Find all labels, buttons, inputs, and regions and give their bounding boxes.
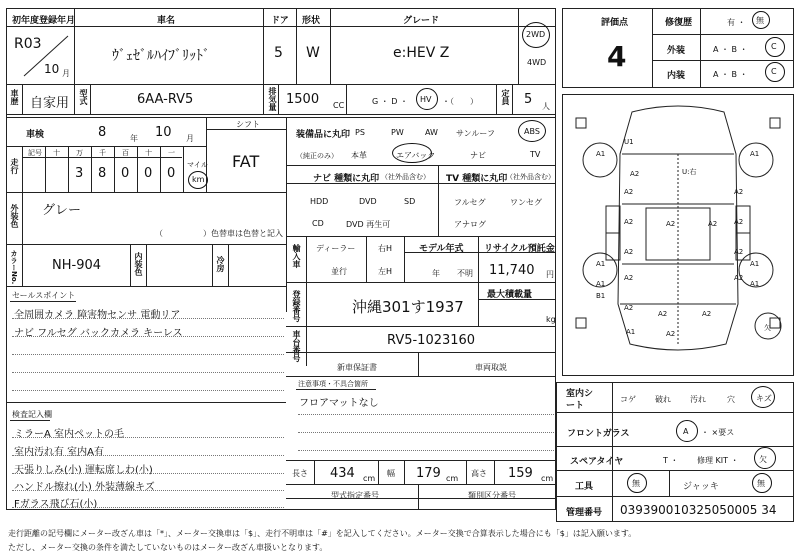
tools-selected: 無 bbox=[632, 479, 640, 488]
equip-tv: TV bbox=[530, 150, 541, 159]
mileage-digit: 3 bbox=[75, 166, 84, 181]
model-year-label: モデル年式 bbox=[419, 244, 464, 254]
import-rh: 右H bbox=[378, 244, 393, 253]
import-label: 輸入車 bbox=[292, 244, 301, 268]
repair-label: 修復歴 bbox=[665, 18, 693, 28]
grade-value: e:HEV Z bbox=[393, 45, 450, 61]
shaken-month: 10 bbox=[155, 125, 172, 140]
damage-mark: A2 bbox=[624, 188, 634, 196]
interior-options: A ・ B ・ bbox=[713, 70, 748, 79]
damage-mark: A1 bbox=[750, 260, 760, 268]
left-rear-corner bbox=[576, 318, 586, 328]
sheet-option-tear: 破れ bbox=[655, 395, 671, 404]
inspector-label: 検査記入欄 bbox=[12, 410, 52, 419]
nav-cd: CD bbox=[312, 219, 324, 228]
damage-mark: U1 bbox=[624, 138, 634, 146]
wheel bbox=[739, 143, 773, 177]
car-body-diagram bbox=[562, 94, 794, 376]
capacity-label: 定員 bbox=[501, 89, 510, 105]
car-name-label: 車名 bbox=[157, 16, 176, 26]
width-value: 179 bbox=[416, 466, 441, 481]
door-value: 5 bbox=[274, 45, 283, 61]
nav-dvd: DVD bbox=[359, 197, 377, 206]
displacement-label: 排気量 bbox=[268, 87, 277, 111]
interior-sheet-label: 室内シート bbox=[566, 389, 594, 411]
repair-yes: 有 ・ bbox=[727, 18, 746, 27]
mileage-digit: 0 bbox=[167, 166, 176, 181]
recycle-value: 11,740 bbox=[489, 263, 535, 278]
windshield-label: フロントガラス bbox=[567, 429, 630, 439]
damage-mark: A1 bbox=[626, 328, 636, 336]
color-note: （ ）色替車は色替と記入 bbox=[155, 229, 283, 238]
model-label: 型式 bbox=[79, 89, 88, 105]
recycle-unit: 円 bbox=[546, 270, 554, 279]
car-name-value: ｳﾞｪｾﾞﾙﾊｲﾌﾞﾘｯﾄﾞ bbox=[112, 48, 210, 64]
model-year-year: 年 bbox=[432, 269, 440, 278]
mileage-digit-header: 千 bbox=[99, 149, 106, 157]
score-label: 評価点 bbox=[601, 18, 629, 28]
mileage-digit: 0 bbox=[121, 166, 130, 181]
damage-mark: A2 bbox=[734, 274, 744, 282]
interior-label: 内装 bbox=[667, 71, 686, 81]
model-year-value: 不明 bbox=[457, 269, 473, 278]
fuel-options: G ・ D ・ bbox=[372, 97, 408, 106]
category-label: 類別区分番号 bbox=[468, 491, 516, 500]
nav-type-sub: （社外品含む） bbox=[381, 173, 430, 181]
damage-mark: A2 bbox=[624, 218, 634, 226]
fuel-other: ・（ ） bbox=[442, 97, 478, 106]
shape-label: 形状 bbox=[302, 16, 321, 26]
equip-nav: ナビ bbox=[470, 151, 486, 160]
shift-value: FAT bbox=[232, 152, 260, 171]
nav-sd: SD bbox=[404, 197, 416, 206]
equip-airbag: エアバック bbox=[396, 151, 436, 160]
damage-mark: A2 bbox=[630, 170, 640, 178]
nav-type-label: ナビ 種類に丸印 bbox=[313, 174, 380, 184]
max-load-label: 最大積載量 bbox=[487, 290, 533, 300]
grade-label: グレード bbox=[403, 16, 440, 26]
sheet-option-burn: コゲ bbox=[620, 395, 636, 404]
equipment-label: 装備品に丸印 bbox=[296, 130, 351, 140]
damage-mark: A2 bbox=[702, 310, 712, 318]
right-rear-corner bbox=[770, 318, 780, 328]
damage-mark: A2 bbox=[734, 188, 744, 196]
new-car-warranty: 新車保証書 bbox=[337, 363, 377, 372]
shaken-month-unit: 月 bbox=[186, 134, 194, 143]
mileage-label: 走行 bbox=[10, 158, 19, 174]
length-unit: cm bbox=[363, 474, 376, 483]
equip-abs: ABS bbox=[524, 127, 540, 136]
damage-mark: A1 bbox=[596, 150, 606, 158]
import-dealer: ディーラー bbox=[316, 244, 356, 253]
selling-point-1: 全周囲カメラ 障害物センサ 電動リア bbox=[14, 310, 181, 321]
spare-tire-label: スペアタイヤ bbox=[570, 457, 624, 467]
exterior-options: A ・ B ・ bbox=[713, 45, 748, 54]
tv-oneseg: ワンセグ bbox=[510, 198, 542, 207]
width-label: 幅 bbox=[387, 469, 395, 478]
equip-aw: AW bbox=[425, 128, 438, 137]
damage-mark: A2 bbox=[666, 220, 676, 228]
registration-value: 沖縄301す1937 bbox=[352, 298, 464, 316]
damage-mark: A2 bbox=[624, 248, 634, 256]
width-unit: cm bbox=[446, 474, 459, 483]
damage-mark: A1 bbox=[750, 150, 760, 158]
height-unit: cm bbox=[541, 474, 554, 483]
recycle-label: リサイクル預託金 bbox=[484, 244, 555, 254]
door-label: ドア bbox=[271, 16, 289, 26]
drive-2wd: 2WD bbox=[526, 30, 546, 39]
drive-4wd: 4WD bbox=[527, 58, 547, 67]
damage-mark: A1 bbox=[750, 280, 760, 288]
equip-sunroof: サンルーフ bbox=[456, 129, 495, 138]
cool-label: 冷房 bbox=[216, 256, 225, 272]
jack-selected: 無 bbox=[757, 479, 765, 488]
inspector-line-1: ミラーA 室内ペットの毛 bbox=[14, 429, 125, 440]
use-label: 車歴 bbox=[10, 89, 19, 105]
damage-mark: B1 bbox=[596, 292, 606, 300]
type-designation-label: 型式指定番号 bbox=[331, 491, 379, 500]
shaken-label: 車検 bbox=[26, 130, 45, 140]
damage-mark: A1 bbox=[596, 260, 606, 268]
equip-ps: PS bbox=[355, 128, 365, 137]
color-no-value: NH-904 bbox=[52, 258, 102, 273]
vin-value: RV5-1023160 bbox=[387, 333, 476, 348]
capacity-unit: 人 bbox=[542, 102, 550, 111]
inspector-line-3: 天張りしみ(小) 運転席しわ(小) bbox=[14, 465, 153, 476]
first-reg-label: 初年度登録年月 bbox=[12, 16, 76, 26]
damage-mark: 欠 bbox=[764, 324, 771, 332]
selling-points-label: セールスポイント bbox=[12, 291, 76, 300]
spare-tire-kit: 修理 KIT ・ bbox=[697, 456, 739, 465]
spare-tire-t: T ・ bbox=[663, 456, 679, 465]
windshield-options: ・ ×要ス bbox=[701, 428, 735, 437]
left-mirror bbox=[576, 118, 586, 128]
damage-mark: A2 bbox=[624, 274, 634, 282]
jack-label: ジャッキ bbox=[683, 482, 719, 492]
management-label: 管理番号 bbox=[566, 508, 603, 518]
reg-year: R03 bbox=[14, 36, 42, 52]
color-value: グレー bbox=[42, 203, 82, 218]
damage-mark: A2 bbox=[708, 220, 718, 228]
shift-label: シフト bbox=[236, 120, 260, 129]
capacity-value: 5 bbox=[524, 92, 533, 107]
mileage-digit-header: 百 bbox=[122, 149, 129, 157]
height-label: 高さ bbox=[471, 469, 487, 478]
length-value: 434 bbox=[330, 466, 355, 481]
import-parallel: 並行 bbox=[331, 267, 347, 276]
exterior-label: 外装 bbox=[667, 46, 686, 56]
equip-leather: 本革 bbox=[351, 151, 367, 160]
equipment-sub-label: （純正のみ） bbox=[296, 152, 338, 160]
nav-dvd-play: DVD 再生可 bbox=[346, 220, 391, 229]
color-label: 外装色 bbox=[10, 204, 19, 228]
max-load-unit: kg bbox=[546, 315, 556, 324]
footer-line-1: 走行距離の記号欄にメーター改ざん車は「*」、メーター交換車は「$」、走行不明車は「#」を記入してください。メーター交換で合算表示した場合にも「$」は記入願います。 bbox=[8, 529, 637, 538]
displacement-unit: CC bbox=[333, 101, 345, 110]
sheet-option-hole: 穴 bbox=[727, 395, 735, 404]
length-label: 長さ bbox=[292, 469, 308, 478]
model-value: 6AA-RV5 bbox=[137, 92, 194, 107]
tv-fullseg: フルセグ bbox=[454, 198, 486, 207]
height-value: 159 bbox=[508, 466, 533, 481]
vehicle-manual: 車両取説 bbox=[475, 363, 507, 372]
equip-pw: PW bbox=[391, 128, 404, 137]
shape-value: W bbox=[306, 45, 320, 61]
mileage-digit-header: 十 bbox=[53, 149, 60, 157]
fuel-selected: HV bbox=[420, 95, 432, 104]
mileage-digit-header: 十 bbox=[145, 149, 152, 157]
score-value: 4 bbox=[607, 40, 627, 73]
interior-color-label: 内装色 bbox=[134, 252, 143, 276]
shaken-year-unit: 年 bbox=[130, 134, 138, 143]
sheet-selected: キズ bbox=[756, 394, 772, 403]
shaken-year: 8 bbox=[98, 125, 107, 140]
sheet-option-dirt: 汚れ bbox=[690, 395, 706, 404]
mileage-digit-header: 一 bbox=[168, 149, 175, 157]
damage-mark: A2 bbox=[734, 218, 744, 226]
notes-label: 注意事項・不具合箇所 bbox=[298, 380, 368, 388]
tv-type-sub: （社外品含む） bbox=[506, 173, 555, 181]
interior-selected: C bbox=[771, 67, 777, 76]
tv-analog: アナログ bbox=[454, 220, 486, 229]
inspector-line-2: 室内汚れ有 室内A有 bbox=[14, 447, 105, 458]
tools-label: 工具 bbox=[575, 482, 594, 492]
inspector-line-5: Fガラス飛び石(小) bbox=[14, 499, 98, 510]
spare-tire-selected: 欠 bbox=[759, 455, 767, 464]
windshield-selected: A bbox=[683, 427, 689, 436]
km-label: km bbox=[192, 175, 205, 184]
mileage-digit-header: 記号 bbox=[28, 149, 42, 157]
selling-point-2: ナビ フルセグ バックカメラ キーレス bbox=[14, 328, 183, 339]
reg-month-unit: 月 bbox=[62, 69, 70, 78]
damage-mark: A1 bbox=[596, 280, 606, 288]
registration-label: 登録番号 bbox=[292, 290, 301, 322]
damage-mark: A2 bbox=[734, 248, 744, 256]
management-value: 039390010325050005 34 bbox=[620, 503, 777, 517]
displacement-value: 1500 bbox=[286, 92, 320, 107]
mileage-digit: 8 bbox=[98, 166, 107, 181]
vin-label: 車台番号 bbox=[292, 330, 301, 362]
color-no-label: カラーNo. bbox=[10, 250, 18, 285]
notes-value: フロアマットなし bbox=[299, 398, 379, 409]
wheel bbox=[583, 143, 617, 177]
import-lh: 左H bbox=[378, 267, 393, 276]
inspector-line-4: ハンドル擦れ(小) 外装薄線キズ bbox=[14, 482, 155, 493]
repair-selected: 無 bbox=[756, 16, 764, 25]
damage-mark: A2 bbox=[658, 310, 668, 318]
diagram-note: U:右 bbox=[682, 168, 697, 176]
tv-type-label: TV 種類に丸印 bbox=[446, 174, 508, 184]
use-value: 自家用 bbox=[30, 96, 70, 111]
exterior-selected: C bbox=[771, 42, 777, 51]
footer-line-2: ただし、メーター交換の条件を満たしていないものはメーター改ざん車扱いとなります。 bbox=[8, 543, 328, 552]
reg-month: 10 bbox=[44, 62, 60, 76]
damage-mark: A2 bbox=[624, 304, 634, 312]
mileage-digit: 0 bbox=[144, 166, 153, 181]
nav-hdd: HDD bbox=[310, 197, 329, 206]
right-mirror bbox=[770, 118, 780, 128]
mileage-digit-header: 万 bbox=[76, 149, 83, 157]
mile-label: マイル bbox=[187, 161, 208, 169]
damage-mark: A2 bbox=[666, 330, 676, 338]
